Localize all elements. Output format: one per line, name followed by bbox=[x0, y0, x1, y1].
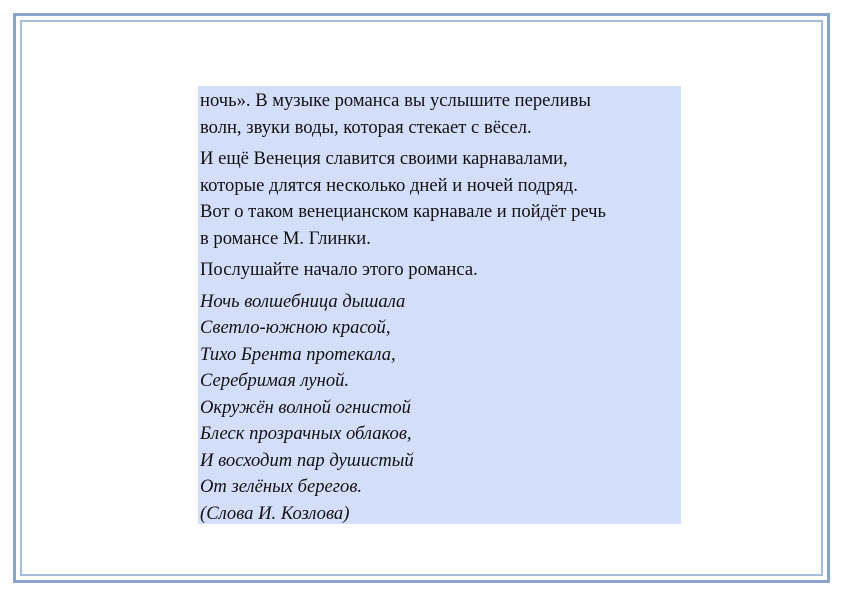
text-box bbox=[198, 86, 681, 524]
poem-line: Тихо Брента протекала, bbox=[200, 343, 396, 365]
poem-attribution: (Слова И. Козлова) bbox=[200, 502, 350, 524]
poem-line: И восходит пар душистый bbox=[200, 449, 414, 471]
poem-line: Блеск прозрачных облаков, bbox=[200, 423, 412, 444]
poem-verse bbox=[200, 289, 681, 528]
poem-line: Светло-южною красой, bbox=[200, 317, 391, 338]
poem-line: От зелёных берегов. bbox=[200, 476, 363, 497]
paragraph-listen: Послушайте начало этого романса. bbox=[200, 259, 478, 280]
paragraph-romance-music: ночь». В музыке романса вы услышите переливы волн, звуки воды, которая стекает с вёсел. bbox=[200, 90, 591, 138]
poem-line: Окружён волной огнистой bbox=[200, 396, 411, 418]
poem-line: Ночь волшебница дышала bbox=[200, 290, 406, 312]
poem-line: Серебримая луной. bbox=[200, 370, 350, 391]
paragraph-venice-carnival: И ещё Венеция славится своими карнавалами, которые длятся несколько дней и ночей подряд. Вот о таком венецианском карнавале и пойдёт речь в романсе М. Глинки. bbox=[200, 148, 606, 249]
